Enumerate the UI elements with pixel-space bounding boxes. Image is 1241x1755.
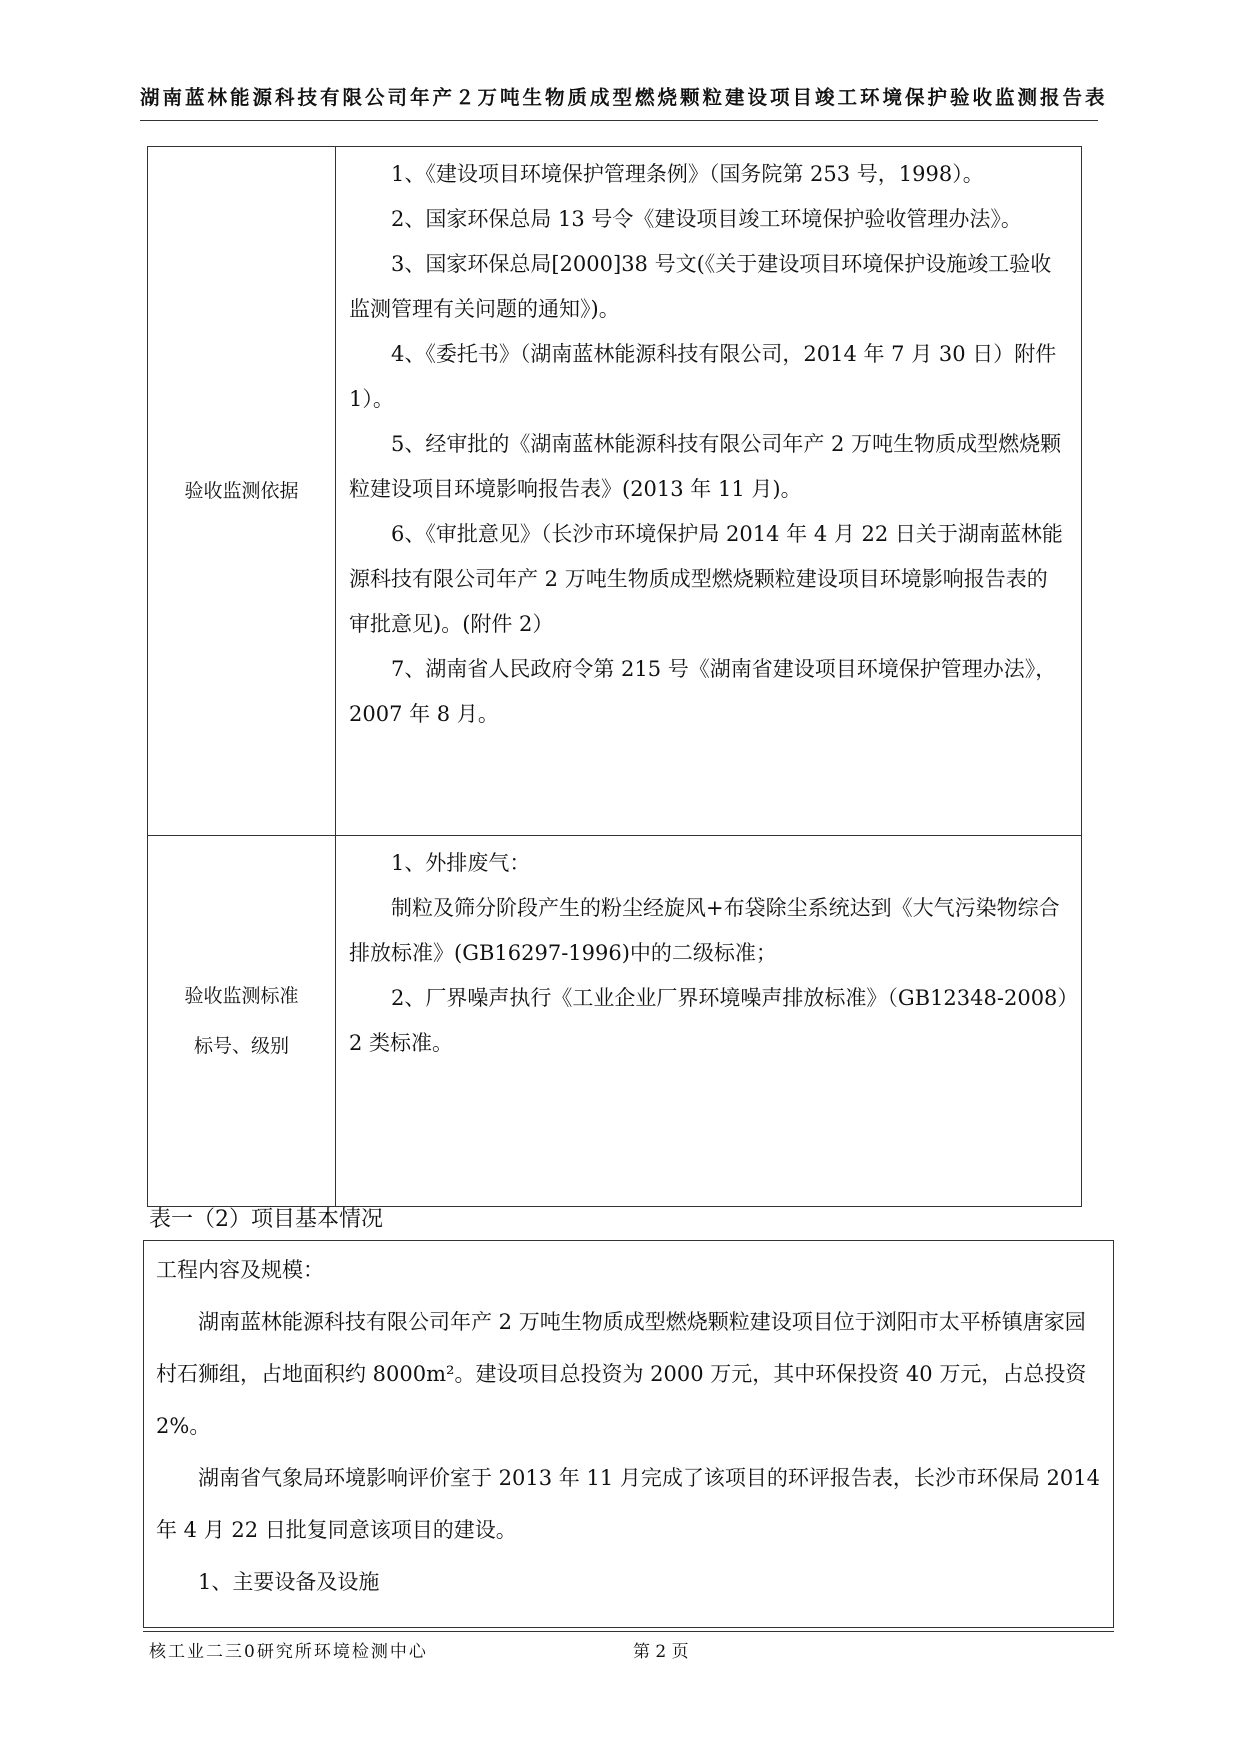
row-label-monitoring-standards bbox=[148, 836, 336, 1207]
row-content-monitoring-basis bbox=[336, 147, 1082, 836]
header-divider bbox=[140, 120, 1098, 121]
row-label-monitoring-basis bbox=[148, 147, 336, 836]
standards-item-2: 2、厂界噪声执行《工业企业厂界环境噪声排放标准》（GB12348-2008）2 类标准。 bbox=[349, 986, 1068, 1055]
basis-item-6: 6、《审批意见》（长沙市环境保护局 2014 年 4 月 22 日关于湖南蓝林能源科技有限公司年产 2 万吨生物质成型燃烧颗粒建设项目环境影响报告表的审批意见)。(附件 2） bbox=[349, 522, 1063, 636]
page-number: 第 2 页 bbox=[633, 1642, 689, 1662]
table-row-monitoring-basis bbox=[148, 147, 1082, 836]
basis-item-1: 1、《建设项目环境保护管理条例》（国务院第 253 号，1998）。 bbox=[391, 162, 984, 186]
equipment-subheading: 1、主要设备及设施 bbox=[198, 1570, 380, 1594]
table-row-monitoring-standards bbox=[148, 836, 1082, 1207]
approval-history-paragraph: 湖南省气象局环境影响评价室于 2013 年 11 月完成了该项目的环评报告表，长沙市环保局 2014 年 4 月 22 日批复同意该项目的建设。 bbox=[156, 1466, 1100, 1542]
row-label-line: 标号、级别 bbox=[193, 1035, 289, 1057]
row-content-monitoring-standards bbox=[336, 836, 1082, 1207]
basis-item-5: 5、经审批的《湖南蓝林能源科技有限公司年产 2 万吨生物质成型燃烧颗粒建设项目环境影响报告表》(2013 年 11 月)。 bbox=[349, 432, 1062, 501]
row-label-line: 验收监测标准 bbox=[184, 985, 299, 1007]
basis-item-2: 2、国家环保总局 13 号令《建设项目竣工环境保护验收管理办法》。 bbox=[391, 207, 1022, 231]
footer-organization: 核工业二三0研究所环境检测中心 bbox=[149, 1642, 428, 1662]
standards-item-1: 1、外排废气： bbox=[391, 851, 531, 875]
table-caption: 表一（2）项目基本情况 bbox=[149, 1207, 383, 1232]
footer-divider bbox=[143, 1631, 1114, 1632]
basis-item-7: 7、湖南省人民政府令第 215 号《湖南省建设项目环境保护管理办法》，2007 年 8 月。 bbox=[349, 657, 1057, 726]
project-basic-info-box bbox=[143, 1240, 1114, 1628]
standards-item-1-detail: 制粒及筛分阶段产生的粉尘经旋风+布袋除尘系统达到《大气污染物综合排放标准》(GB16297-1996)中的二级标准； bbox=[349, 896, 1060, 965]
section-heading: 工程内容及规模： bbox=[156, 1258, 324, 1282]
basis-item-3: 3、国家环保总局[2000]38 号文(《关于建设项目环境保护设施竣工验收监测管理有关问题的通知》)。 bbox=[349, 252, 1052, 321]
acceptance-basis-table bbox=[147, 146, 1082, 1207]
row-label-line: 验收监测依据 bbox=[184, 480, 299, 502]
basis-item-4: 4、《委托书》（湖南蓝林能源科技有限公司，2014 年 7 月 30 日）附件 1）。 bbox=[349, 342, 1057, 411]
project-overview-paragraph: 湖南蓝林能源科技有限公司年产 2 万吨生物质成型燃烧颗粒建设项目位于浏阳市太平桥镇唐家园村石狮组，占地面积约 8000m²。建设项目总投资为 2000 万元，其中环保投资 40 万元，占总投资 2%。 bbox=[156, 1310, 1087, 1438]
document-header-title: 湖南蓝林能源科技有限公司年产２万吨生物质成型燃烧颗粒建设项目竣工环境保护验收监测报告表 bbox=[140, 86, 1108, 109]
